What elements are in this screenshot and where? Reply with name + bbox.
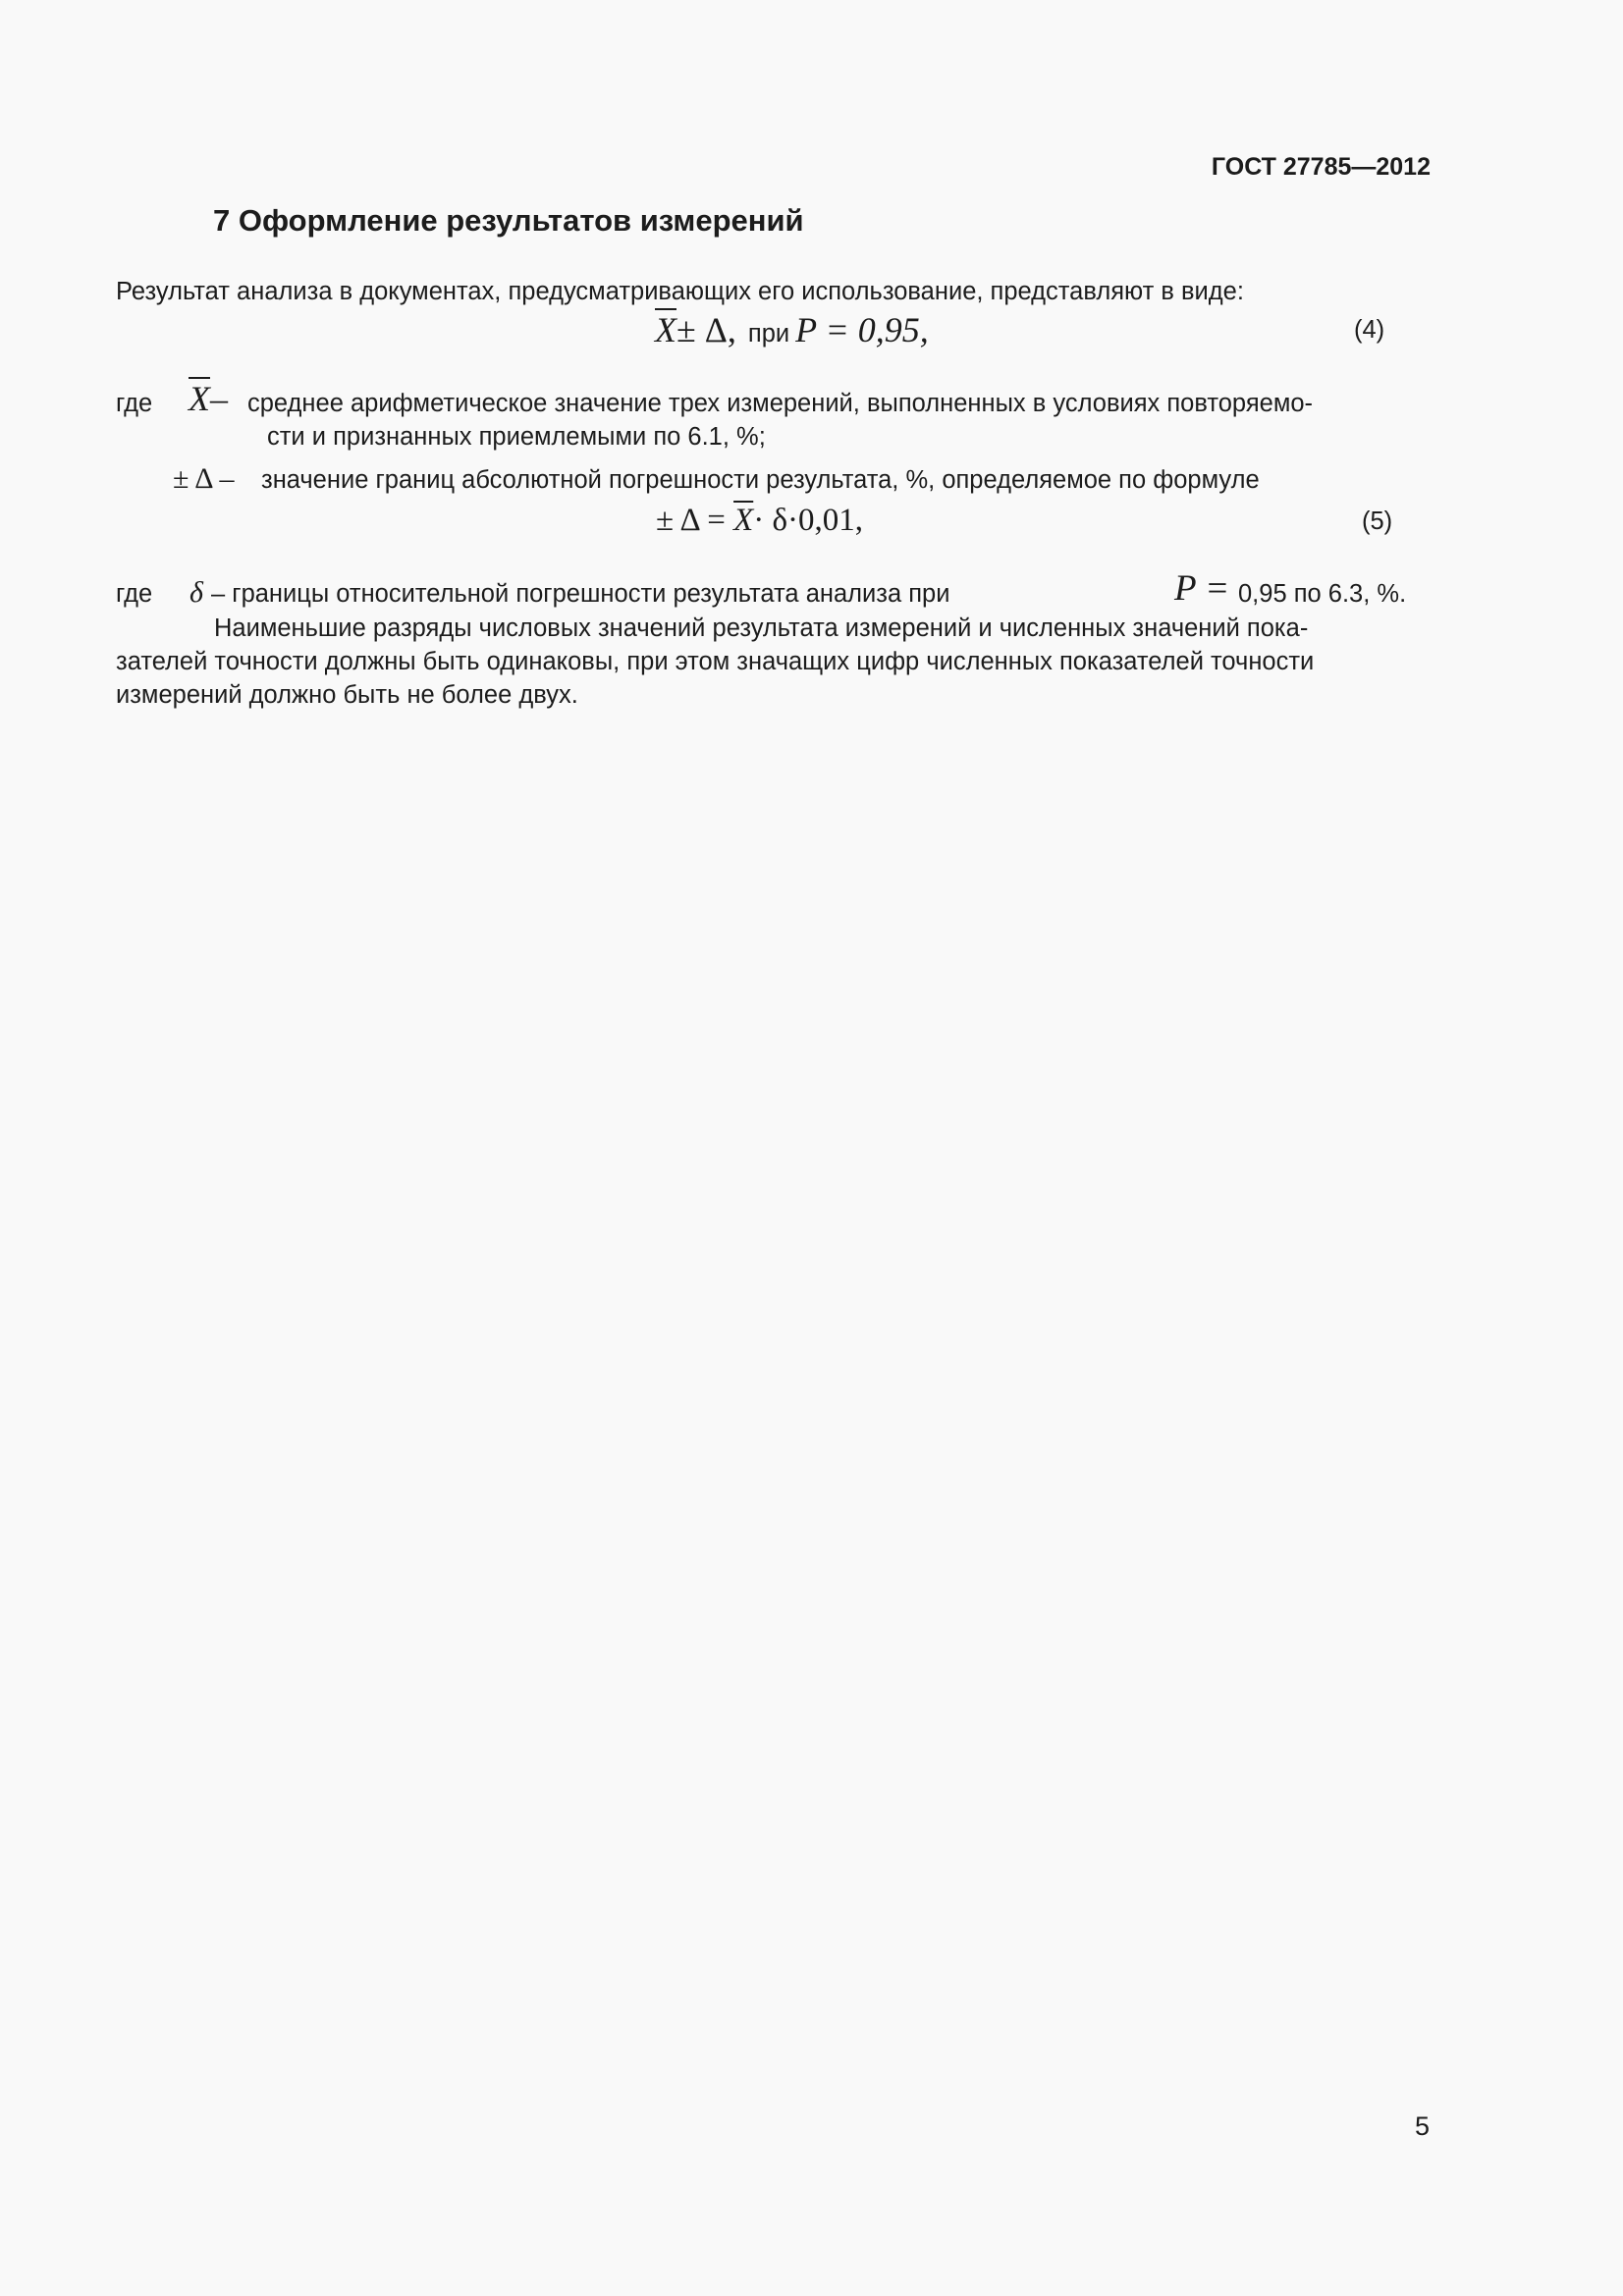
equation-number-4: (4): [1354, 316, 1385, 344]
formula-5-lhs: ± Δ =: [656, 503, 734, 538]
final-paragraph-line-1: Наименьшие разряды числовых значений результата измерений и численных значений пока-: [214, 614, 1309, 642]
pm-delta-definition: значение границ абсолютной погрешности результата, %, определяемое по формуле: [261, 466, 1260, 494]
where-1-symbol: [189, 377, 228, 420]
formula-4-word: при: [747, 320, 790, 347]
document-number: ГОСТ 27785—2012: [1211, 153, 1431, 181]
formula-4-x-bar: $\overline{X}$: [655, 310, 676, 349]
final-paragraph-line-3: измерений должно быть не более двух.: [116, 681, 578, 709]
where-1-definition: среднее арифметическое значение трех измерений, выполненных в условиях повторяемо-: [247, 390, 1314, 417]
final-paragraph-line-2: зателей точности должны быть одинаковы, при этом значащих цифр численных показателей точности: [116, 648, 1315, 675]
page-number: 5: [1414, 2111, 1430, 2141]
formula-4-condition: P = 0,95,: [795, 310, 929, 349]
formula-4: [655, 308, 929, 355]
delta-symbol: δ: [189, 576, 203, 609]
final-paragraph: [116, 612, 1432, 712]
formula-5: [656, 499, 863, 542]
where-2-definition-end: 0,95 по 6.3, %.: [1238, 580, 1407, 608]
where-1-definition-continuation: сти и признанных приемлемыми по 6.1, %;: [267, 423, 766, 451]
where-2-definition: – границы относительной погрешности результата анализа при: [211, 580, 950, 608]
where-1-x-bar: $\overline{X}$: [189, 379, 210, 418]
pm-delta-symbol: ± Δ –: [173, 462, 235, 495]
equation-number-5: (5): [1362, 507, 1393, 535]
section-title: 7 Оформление результатов измерений: [213, 203, 804, 238]
where-label-2: где: [116, 580, 153, 608]
where-1-dash: –: [210, 379, 228, 418]
formula-5-x-bar: $\overline{X}$: [733, 503, 754, 538]
intro-paragraph: Результат анализа в документах, предусматривающих его использование, представляют в виде:: [116, 278, 1244, 305]
formula-5-rhs: · δ·0,01,: [753, 503, 864, 538]
where-2-p-symbol: P =: [1174, 568, 1230, 609]
formula-4-pm-delta: ± Δ,: [676, 310, 736, 349]
where-label-1: где: [116, 390, 153, 417]
